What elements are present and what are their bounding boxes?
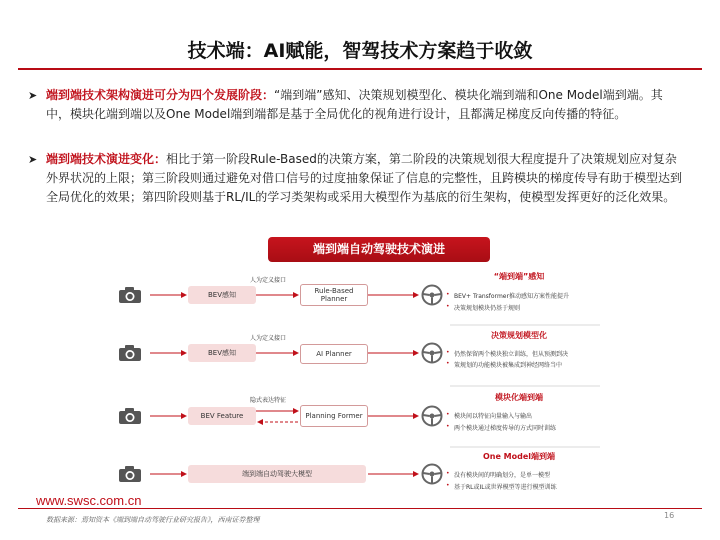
bullet-text: “端到端”感知、决策规划模型化、模块化端到端和One Model端到端。其中，模块化端到端以及One Model端到端都是基于全局优化的视角进行设计，且都满足梯度反向传播的特征。 [46,88,663,121]
steering-wheel-icon [421,284,443,306]
category-point: • 两个模块通过梯度传导的方式同时训练 [454,423,556,432]
interface-label: 人为定义接口 [250,335,287,342]
category-point: • 仍然保留两个模块独立训练，但从预测到决 [454,349,568,358]
right-module-box: Planning Former [300,405,368,427]
camera-icon [118,286,142,304]
category-title: One Model端到端 [482,452,556,461]
category-point: • 基于RL或IL或世界模型等进行模型训练 [454,482,557,491]
diagram-banner: 端到端自动驾驶技术演进 [268,237,490,262]
right-module-box: AI Planner [300,344,368,364]
bullet-arrow-icon: ➤ [28,153,38,166]
category-point: • 模块间以特征向量输入与输出 [454,411,532,420]
camera-icon [118,407,142,425]
steering-wheel-icon [421,342,443,364]
bullet-lead: 端到端技术架构演进可分为四个发展阶段： [46,88,275,102]
right-module-box: Rule-Based Planner [300,284,368,306]
left-module-box: BEV感知 [188,286,256,304]
footer-divider [18,508,702,509]
data-source-note: 数据来源：焉知资本《端到端自动驾驶行业研究报告》，西南证券整理 [46,516,260,524]
page-title: 技术端：AI赋能，智驾技术方案趋于收敛 [187,40,533,62]
interface-label: 人为定义接口 [250,277,287,284]
left-module-box: BEV Feature [188,407,256,425]
category-point: • 策规划的功能模块被集成到神经网络当中 [454,360,562,369]
camera-icon [118,344,142,362]
website-link[interactable]: www.swsc.com.cn [36,493,142,508]
interface-label: 隐式表达特征 [250,397,287,404]
left-module-box: BEV感知 [188,344,256,362]
unified-model-box: 端到端自动驾驶大模型 [188,465,366,483]
category-title: “端到端”感知 [493,272,545,281]
bullet-lead: 端到端技术演进变化： [46,152,167,166]
category-title: 决策规划模型化 [491,331,547,340]
category-point: • BEV+ Transformer推动感知方案性能提升 [454,291,569,300]
category-title: 模块化端到端 [495,393,543,402]
category-point: • 没有模块间的明确划分，是单一模型 [454,470,550,479]
steering-wheel-icon [421,405,443,427]
category-point: • 决策规划模块仍基于规则 [454,303,520,312]
camera-icon [118,465,142,483]
steering-wheel-icon [421,463,443,485]
page-number: 16 [664,511,675,520]
bullet-arrow-icon: ➤ [28,89,38,102]
bullet-text: 相比于第一阶段Rule-Based的决策方案，第二阶段的决策规划很大程度提升了决策规划应对复杂外界状况的上限；第三阶段则通过避免对借口信号的过度抽象保证了信息的完整性，且跨模块的梯度传导有助于模型达到全局优化的效果；第四阶段则基于RL/IL的学习类架构或采用大模型作为基底的衍生架构，使模型发挥更好的泛化效果。 [46,152,683,204]
